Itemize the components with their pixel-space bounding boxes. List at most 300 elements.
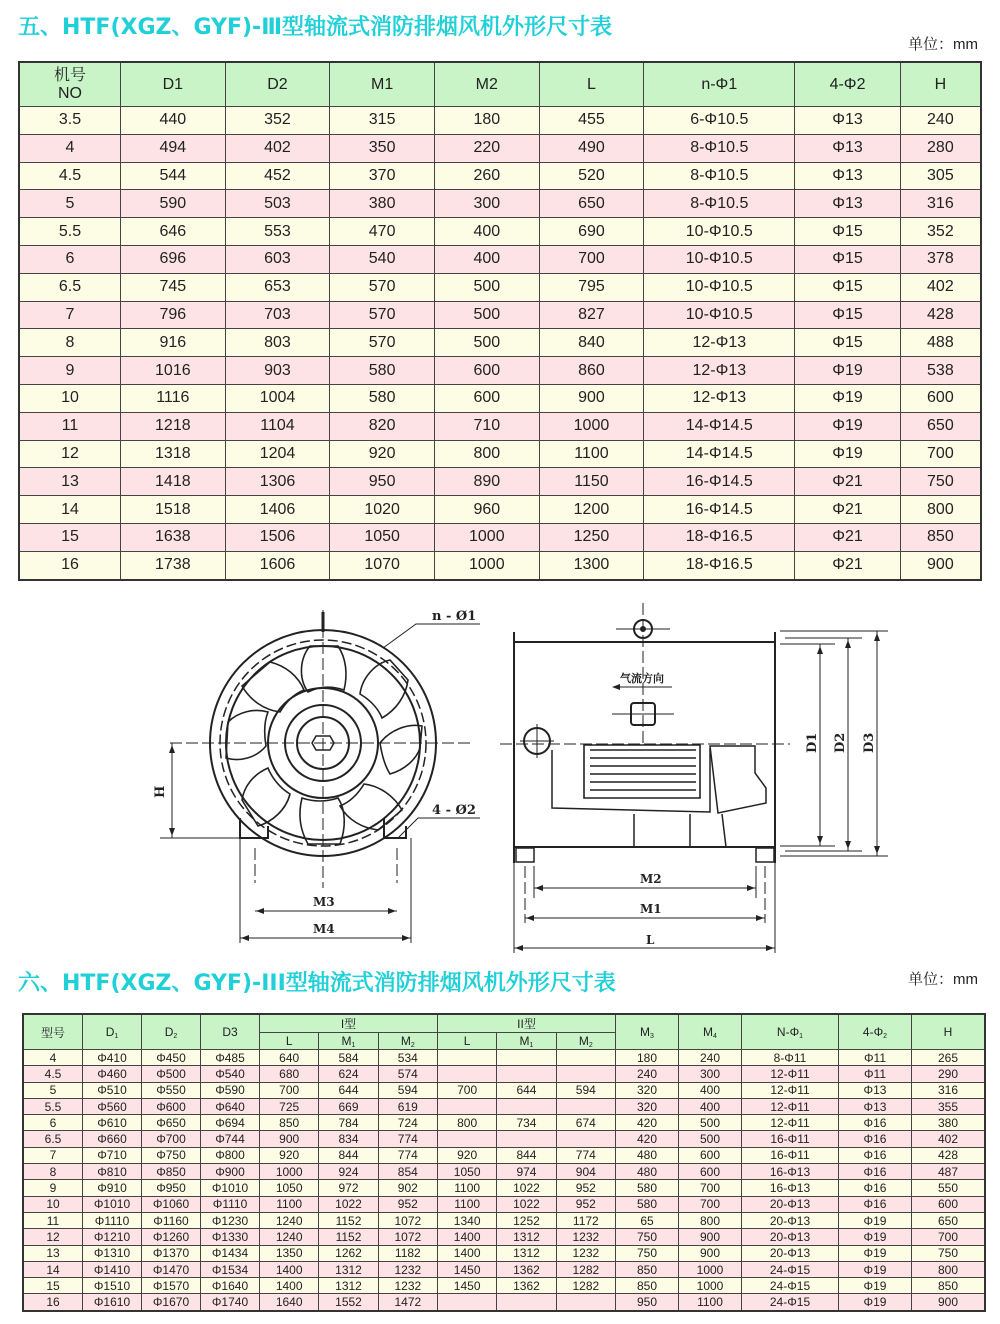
table-cell: Φ16 (839, 1180, 912, 1196)
table-cell: Φ19 (839, 1294, 912, 1311)
table-cell: 600 (679, 1164, 742, 1180)
table-cell: 480 (616, 1164, 679, 1180)
table-cell: 12-Φ11 (742, 1115, 839, 1131)
table-cell: 8 (19, 329, 121, 357)
table-cell: 12 (19, 440, 121, 468)
table-cell: 916 (121, 329, 226, 357)
table-row (23, 1229, 985, 1245)
table-cell: 20-Φ13 (742, 1229, 839, 1245)
table-cell: 1050 (330, 523, 435, 551)
header-n-phi1: $N-\Phi_1$ (742, 1014, 839, 1050)
table-cell: 520 (539, 162, 644, 190)
table-cell: 10 (19, 384, 121, 412)
table-cell: Φ810 (83, 1164, 142, 1180)
table-cell: 10-Φ10.5 (644, 301, 795, 329)
table-row (23, 1147, 985, 1163)
table-cell: 650 (912, 1212, 986, 1228)
table-cell: 1152 (319, 1229, 378, 1245)
table-cell: 1318 (121, 440, 226, 468)
table-cell: 710 (434, 412, 539, 440)
table-cell: 9 (23, 1180, 83, 1196)
table-cell: 650 (900, 412, 981, 440)
table-cell: 352 (900, 218, 981, 246)
table-cell: 428 (900, 301, 981, 329)
table-cell: Φ19 (795, 357, 901, 385)
table-row (19, 523, 981, 551)
table-cell: 700 (437, 1082, 496, 1098)
table-cell: Φ19 (795, 384, 901, 412)
table-cell: 1232 (556, 1229, 615, 1245)
table-cell: 400 (679, 1082, 742, 1098)
table-cell: 900 (539, 384, 644, 412)
table-cell: Φ19 (839, 1261, 912, 1277)
table-cell: 834 (319, 1131, 378, 1147)
table-cell: 1282 (556, 1261, 615, 1277)
header-d2: $D_2$ (142, 1014, 201, 1050)
table-cell: 355 (912, 1098, 986, 1114)
table-cell: Φ1470 (142, 1261, 201, 1277)
table-cell: 603 (225, 245, 330, 273)
table-cell: 750 (900, 468, 981, 496)
table-cell: 1262 (319, 1245, 378, 1261)
table-cell: Φ19 (839, 1229, 912, 1245)
header-d1: $D_1$ (83, 1014, 142, 1050)
table-cell: 803 (225, 329, 330, 357)
table-row (23, 1245, 985, 1261)
table-cell: 972 (319, 1180, 378, 1196)
table-cell: 305 (900, 162, 981, 190)
section1-title: 五、HTF(XGZ、GYF)-Ⅲ型轴流式消防排烟风机外形尺寸表 (18, 15, 612, 40)
table-cell: 14 (19, 496, 121, 524)
table-row (19, 245, 981, 273)
table-cell: 240 (679, 1050, 742, 1066)
table-row (23, 1066, 985, 1082)
table-cell: 640 (260, 1050, 319, 1066)
table-cell: Φ694 (201, 1115, 260, 1131)
label-h: H (153, 785, 168, 798)
table-cell: 352 (225, 107, 330, 135)
table-cell: 1552 (319, 1294, 378, 1311)
table-cell: Φ1434 (201, 1245, 260, 1261)
header-h: H (912, 1014, 986, 1050)
table-cell: 920 (260, 1147, 319, 1163)
table-cell: 402 (912, 1131, 986, 1147)
table-cell: 290 (912, 1066, 986, 1082)
table-cell: 1400 (437, 1229, 496, 1245)
table-cell (437, 1294, 496, 1311)
table-cell: 10-Φ10.5 (644, 245, 795, 273)
table-cell: 4 (19, 134, 121, 162)
header-n-phi1: n-Φ1 (644, 62, 795, 107)
table-cell: 900 (679, 1245, 742, 1261)
table-cell: Φ16 (839, 1164, 912, 1180)
table-cell: 4 (23, 1050, 83, 1066)
table-cell: 1000 (679, 1278, 742, 1294)
table-cell (556, 1294, 615, 1311)
table-cell: 378 (900, 245, 981, 273)
table-cell: 850 (260, 1115, 319, 1131)
table-cell: Φ16 (839, 1147, 912, 1163)
table-cell: 3.5 (19, 107, 121, 135)
table-cell: Φ800 (201, 1147, 260, 1163)
table-row (23, 1082, 985, 1098)
table-cell: 1450 (437, 1278, 496, 1294)
table-cell: 490 (539, 134, 644, 162)
table-cell: Φ450 (142, 1050, 201, 1066)
table-cell: 924 (319, 1164, 378, 1180)
table-cell: 700 (679, 1180, 742, 1196)
table-cell: 420 (616, 1131, 679, 1147)
table-cell: 5.5 (23, 1098, 83, 1114)
table-cell: Φ750 (142, 1147, 201, 1163)
table-cell: 850 (900, 523, 981, 551)
table-row (19, 273, 981, 301)
table-cell: 1400 (260, 1278, 319, 1294)
table-row (19, 190, 981, 218)
table-cell (556, 1131, 615, 1147)
table-cell: 600 (434, 384, 539, 412)
table-cell: 9 (19, 357, 121, 385)
table-row (19, 468, 981, 496)
table-row (19, 357, 981, 385)
table-cell: 420 (616, 1115, 679, 1131)
table-cell: 725 (260, 1098, 319, 1114)
table-cell: 500 (434, 273, 539, 301)
table-cell: 800 (679, 1212, 742, 1228)
table-cell (437, 1098, 496, 1114)
table-cell: 1050 (437, 1164, 496, 1180)
header-4-phi2: $4-\Phi_2$ (839, 1014, 912, 1050)
table-cell: 1000 (260, 1164, 319, 1180)
table-row (23, 1050, 985, 1066)
table-cell: 700 (912, 1229, 986, 1245)
table-cell: 20-Φ13 (742, 1245, 839, 1261)
table-cell: 796 (121, 301, 226, 329)
table-cell: 300 (434, 190, 539, 218)
label-l: L (646, 933, 655, 947)
table-cell: 1000 (434, 551, 539, 579)
table-cell: 6 (23, 1115, 83, 1131)
table-cell: 6.5 (23, 1131, 83, 1147)
table-row (19, 496, 981, 524)
table-cell: 850 (616, 1278, 679, 1294)
header-m4: $M_4$ (679, 1014, 742, 1050)
table-cell: 6-Φ10.5 (644, 107, 795, 135)
table-cell: 774 (556, 1147, 615, 1163)
table-cell: 1232 (556, 1245, 615, 1261)
section2-unit: 单位：mm (908, 971, 978, 988)
table-cell: Φ1330 (201, 1229, 260, 1245)
table-cell: 1232 (378, 1278, 437, 1294)
table-cell: Φ16 (839, 1196, 912, 1212)
table-cell: 12-Φ13 (644, 384, 795, 412)
dimension-table-1 (18, 61, 982, 581)
table-cell: Φ410 (83, 1050, 142, 1066)
table-cell: 12-Φ11 (742, 1082, 839, 1098)
table-cell: Φ660 (83, 1131, 142, 1147)
table-cell: Φ1160 (142, 1212, 201, 1228)
table-cell: 1072 (378, 1212, 437, 1228)
table-cell: 16 (19, 551, 121, 579)
table-row (23, 1261, 985, 1277)
table-row (23, 1294, 985, 1311)
table-cell: 503 (225, 190, 330, 218)
table-cell: 1472 (378, 1294, 437, 1311)
table-cell: 1638 (121, 523, 226, 551)
table-cell: 1016 (121, 357, 226, 385)
header-m2: M2 (434, 62, 539, 107)
table-cell: 240 (616, 1066, 679, 1082)
table-cell: 18-Φ16.5 (644, 551, 795, 579)
table-cell: Φ19 (839, 1245, 912, 1261)
table-cell: 350 (330, 134, 435, 162)
table-cell: Φ850 (142, 1164, 201, 1180)
table-cell: 12-Φ11 (742, 1098, 839, 1114)
table-cell: 7 (19, 301, 121, 329)
table-cell: Φ1010 (83, 1196, 142, 1212)
table-cell: Φ1640 (201, 1278, 260, 1294)
table-cell: 11 (23, 1212, 83, 1228)
table-cell: 14-Φ14.5 (644, 440, 795, 468)
table-cell: 952 (378, 1196, 437, 1212)
table-cell: Φ485 (201, 1050, 260, 1066)
table-cell: 455 (539, 107, 644, 135)
table-cell: 494 (121, 134, 226, 162)
table-cell: 4.5 (23, 1066, 83, 1082)
table-cell: Φ1410 (83, 1261, 142, 1277)
table-cell: Φ16 (839, 1131, 912, 1147)
table-row (23, 1164, 985, 1180)
table-cell: 500 (679, 1115, 742, 1131)
table-cell: 16-Φ13 (742, 1164, 839, 1180)
table-row (23, 1180, 985, 1196)
table-cell: 315 (330, 107, 435, 135)
table-cell: 784 (319, 1115, 378, 1131)
table-row (19, 107, 981, 135)
table-cell: 16 (23, 1294, 83, 1311)
table-cell: 1100 (260, 1196, 319, 1212)
table-cell: 10 (23, 1196, 83, 1212)
table-cell: Φ16 (839, 1115, 912, 1131)
header-type2-l: L (437, 1033, 496, 1050)
header-m3: $M_3$ (616, 1014, 679, 1050)
table-cell: Φ15 (795, 273, 901, 301)
table-cell: Φ640 (201, 1098, 260, 1114)
table-cell: 428 (912, 1147, 986, 1163)
table-cell: Φ11 (839, 1066, 912, 1082)
table-cell: 16-Φ13 (742, 1180, 839, 1196)
table-cell: 600 (900, 384, 981, 412)
table-cell: 1282 (556, 1278, 615, 1294)
table-row (19, 162, 981, 190)
table-cell: 12 (23, 1229, 83, 1245)
table-cell: 1204 (225, 440, 330, 468)
table-cell: 674 (556, 1115, 615, 1131)
table-cell: Φ1210 (83, 1229, 142, 1245)
table-cell: 750 (616, 1245, 679, 1261)
table-cell (497, 1066, 556, 1082)
table-cell: 5.5 (19, 218, 121, 246)
table-cell: 600 (434, 357, 539, 385)
table-cell: Φ21 (795, 523, 901, 551)
table-cell: 570 (330, 301, 435, 329)
table-cell: 1362 (497, 1261, 556, 1277)
table-cell: Φ950 (142, 1180, 201, 1196)
table-cell: Φ11 (839, 1050, 912, 1066)
table-cell: 774 (378, 1131, 437, 1147)
label-airflow-direction: 气流方向 (620, 672, 664, 685)
table-cell: 795 (539, 273, 644, 301)
table-cell: 950 (616, 1294, 679, 1311)
table-cell: 900 (900, 551, 981, 579)
header-l: L (539, 62, 644, 107)
table-cell: Φ13 (839, 1098, 912, 1114)
table-cell: 1022 (319, 1196, 378, 1212)
table-cell (497, 1050, 556, 1066)
table-cell: 1450 (437, 1261, 496, 1277)
table-cell: 500 (434, 301, 539, 329)
table-cell: 1362 (497, 1278, 556, 1294)
table-cell: 844 (497, 1147, 556, 1163)
header-type1-m2: $M_2$ (378, 1033, 437, 1050)
table-cell: 487 (912, 1164, 986, 1180)
table-cell: 6 (19, 245, 121, 273)
table-cell: 700 (539, 245, 644, 273)
table-cell: 580 (330, 384, 435, 412)
table-cell: Φ650 (142, 1115, 201, 1131)
table-cell: 20-Φ13 (742, 1212, 839, 1228)
table-cell (437, 1050, 496, 1066)
table-cell: 370 (330, 162, 435, 190)
table-row (19, 412, 981, 440)
table-cell: 300 (679, 1066, 742, 1082)
table-cell: 850 (912, 1278, 986, 1294)
table-cell: Φ15 (795, 245, 901, 273)
table-cell: 1312 (497, 1245, 556, 1261)
table-cell: 827 (539, 301, 644, 329)
table-cell: 902 (378, 1180, 437, 1196)
section2-title: 六、HTF(XGZ、GYF)-III型轴流式消防排烟风机外形尺寸表 (18, 971, 616, 996)
table-cell: 240 (900, 107, 981, 135)
table-cell: 1406 (225, 496, 330, 524)
table-cell: 320 (616, 1082, 679, 1098)
table-cell: 16-Φ14.5 (644, 468, 795, 496)
table-cell: 8-Φ10.5 (644, 190, 795, 218)
table-cell: 600 (912, 1196, 986, 1212)
table-cell: 8-Φ10.5 (644, 134, 795, 162)
table-cell: Φ1610 (83, 1294, 142, 1311)
table-cell: 800 (912, 1261, 986, 1277)
table-cell: 1000 (679, 1261, 742, 1277)
table-cell: 452 (225, 162, 330, 190)
table-cell: 316 (912, 1082, 986, 1098)
table-cell: 14-Φ14.5 (644, 412, 795, 440)
table-cell: 840 (539, 329, 644, 357)
table-cell (497, 1098, 556, 1114)
table-cell: 8 (23, 1164, 83, 1180)
table-cell: 1350 (260, 1245, 319, 1261)
table-cell: 400 (434, 218, 539, 246)
table-cell: Φ700 (142, 1131, 201, 1147)
table-cell: 1020 (330, 496, 435, 524)
table-cell: 800 (437, 1115, 496, 1131)
table-cell (437, 1131, 496, 1147)
table-cell: 1738 (121, 551, 226, 579)
table-cell: 653 (225, 273, 330, 301)
table-cell: 320 (616, 1098, 679, 1114)
table-cell: 820 (330, 412, 435, 440)
table-cell: 580 (616, 1196, 679, 1212)
table-cell: Φ19 (795, 412, 901, 440)
table-cell: Φ15 (795, 301, 901, 329)
table-cell: 1240 (260, 1212, 319, 1228)
table-cell: 265 (912, 1050, 986, 1066)
table2-header-row-1 (23, 1014, 985, 1033)
table-cell: 1312 (319, 1278, 378, 1294)
table-cell: 1218 (121, 412, 226, 440)
dimension-table-2 (22, 1013, 986, 1312)
table-cell: 644 (319, 1082, 378, 1098)
table-cell: 1152 (319, 1212, 378, 1228)
table-cell: 1172 (556, 1212, 615, 1228)
table-cell: 380 (912, 1115, 986, 1131)
table-cell: 220 (434, 134, 539, 162)
table-cell: 644 (497, 1082, 556, 1098)
table-cell: 24-Φ15 (742, 1294, 839, 1311)
table-cell: Φ13 (795, 190, 901, 218)
table-row (19, 329, 981, 357)
header-d1: D1 (121, 62, 226, 107)
table-cell: Φ1230 (201, 1212, 260, 1228)
table-cell: Φ1670 (142, 1294, 201, 1311)
label-4-phi2: 4 - Ø2 (432, 803, 476, 818)
table-cell: Φ1010 (201, 1180, 260, 1196)
table-cell: 1070 (330, 551, 435, 579)
table-row (23, 1098, 985, 1114)
table-cell: 1004 (225, 384, 330, 412)
table-cell (497, 1294, 556, 1311)
table-cell: 470 (330, 218, 435, 246)
table-cell: Φ460 (83, 1066, 142, 1082)
table-cell: 10-Φ10.5 (644, 273, 795, 301)
table-cell: 774 (378, 1147, 437, 1163)
table-cell: 13 (23, 1245, 83, 1261)
table-cell: 402 (225, 134, 330, 162)
table-cell: 1150 (539, 468, 644, 496)
table-cell: Φ13 (839, 1082, 912, 1098)
table-cell: 1606 (225, 551, 330, 579)
table-cell: 402 (900, 273, 981, 301)
table-cell: 500 (434, 329, 539, 357)
table-cell: 594 (378, 1082, 437, 1098)
section1-unit: 单位：mm (908, 36, 978, 53)
table-cell: 488 (900, 329, 981, 357)
label-n-phi1: n - Ø1 (432, 609, 477, 624)
table-cell: 624 (319, 1066, 378, 1082)
table-cell: 1100 (437, 1196, 496, 1212)
table-cell: 900 (260, 1131, 319, 1147)
table-cell: 12-Φ13 (644, 357, 795, 385)
table-cell: Φ1370 (142, 1245, 201, 1261)
table-cell: 844 (319, 1147, 378, 1163)
table-cell: Φ19 (795, 440, 901, 468)
table-cell: Φ560 (83, 1098, 142, 1114)
table-cell: 890 (434, 468, 539, 496)
table-cell: 574 (378, 1066, 437, 1082)
table-cell: 1300 (539, 551, 644, 579)
table-cell: 952 (556, 1196, 615, 1212)
table-cell: 180 (434, 107, 539, 135)
